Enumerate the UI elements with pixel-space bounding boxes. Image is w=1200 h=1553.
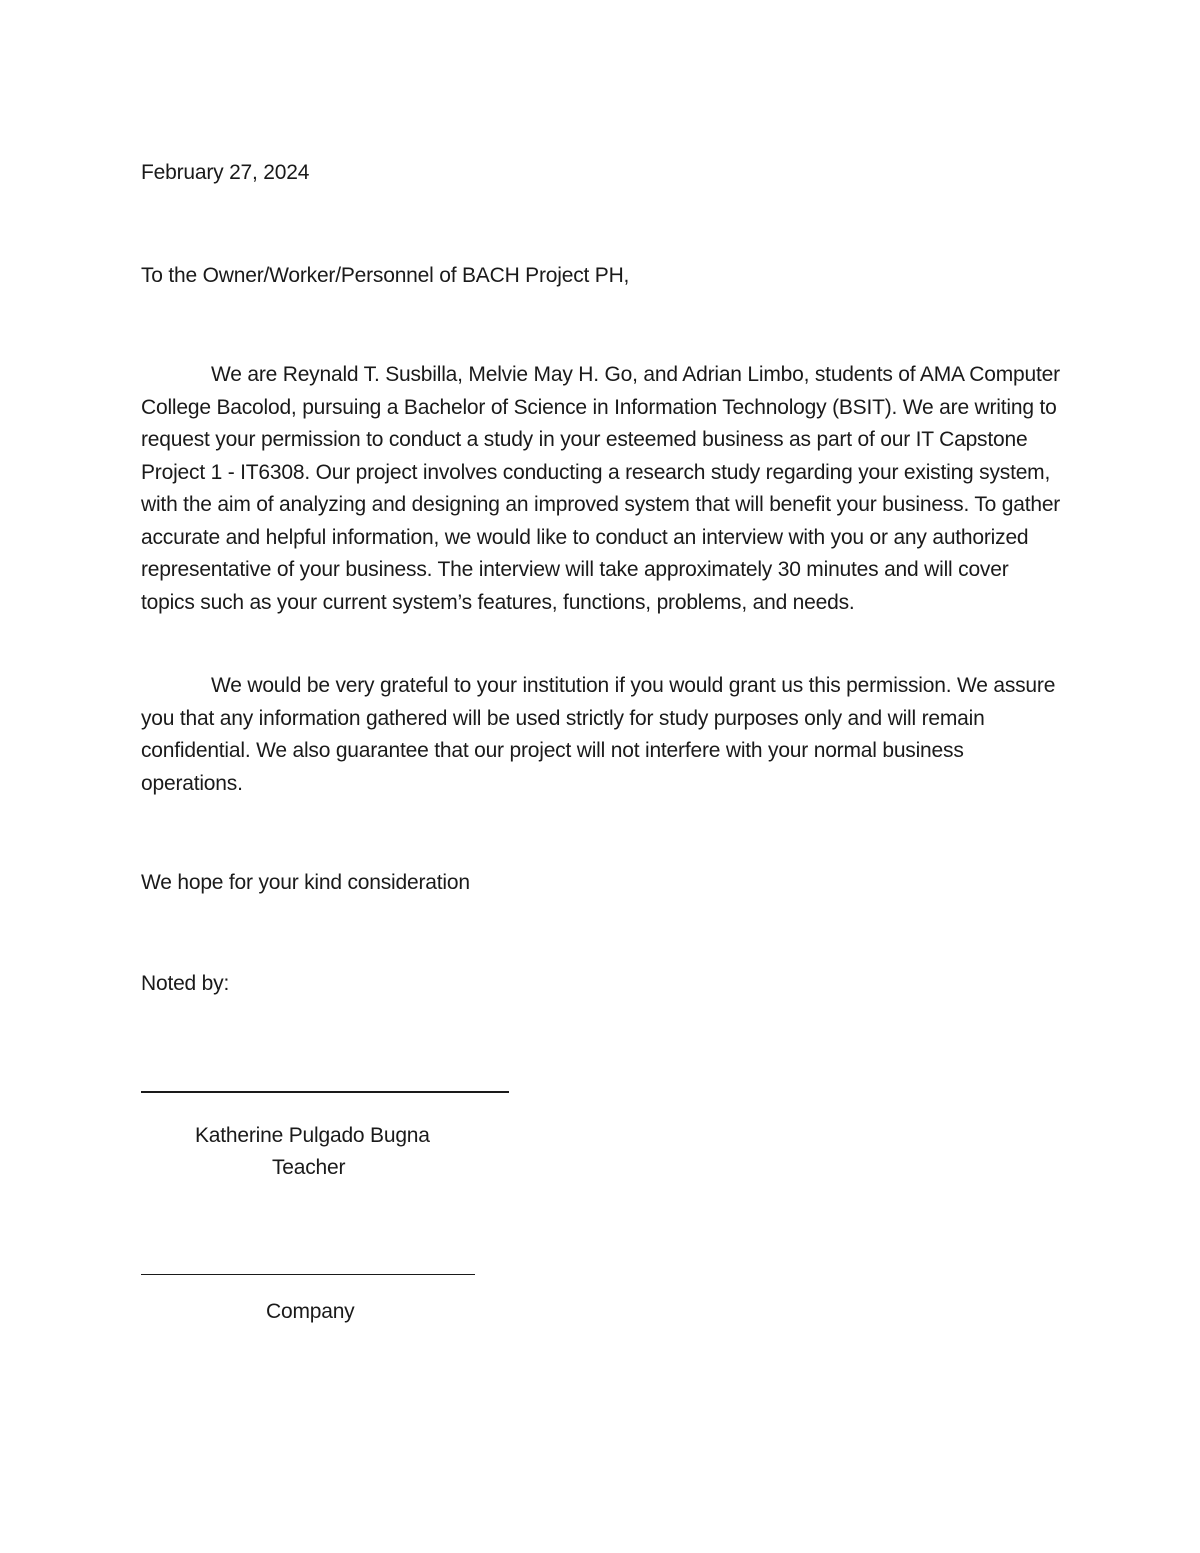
salutation: To the Owner/Worker/Personnel of BACH Project PH,	[141, 264, 630, 287]
signatory-name: Katherine Pulgado Bugna	[195, 1124, 430, 1147]
body-paragraph-2	[141, 670, 1066, 800]
noted-by-label: Noted by:	[141, 972, 230, 995]
company-label: Company	[266, 1300, 355, 1323]
signatory-role: Teacher	[272, 1156, 346, 1179]
letter-date: February 27, 2024	[141, 161, 310, 184]
body-paragraph-1	[141, 359, 1066, 619]
paragraph-text: We would be very grateful to your institution if you would grant us this permission. We assure you that any information gathered will be used strictly for study purposes only and will remain confidential. We also guarantee that our project will not interfere with your normal business operations.	[141, 674, 1056, 795]
company-signature-line	[141, 1274, 475, 1275]
paragraph-text: We are Reynald T. Susbilla, Melvie May H. Go, and Adrian Limbo, students of AMA Computer College Bacolod, pursuing a Bachelor of Science in Information Technology (BSIT). We are writing to request your permission to conduct a study in your esteemed business as part of our IT Capstone Project 1 - IT6308. Our project involves conducting a research study regarding your existing system, with the aim of analyzing and designing an improved system that will benefit your business. To gather accurate and helpful information, we would like to conduct an interview with you or any authorized representative of your business. The interview will take approximately 30 minutes and will cover topics such as your current system’s features, functions, problems, and needs.	[141, 363, 1061, 614]
closing-line: We hope for your kind consideration	[141, 871, 470, 894]
teacher-signature-line	[141, 1091, 509, 1093]
